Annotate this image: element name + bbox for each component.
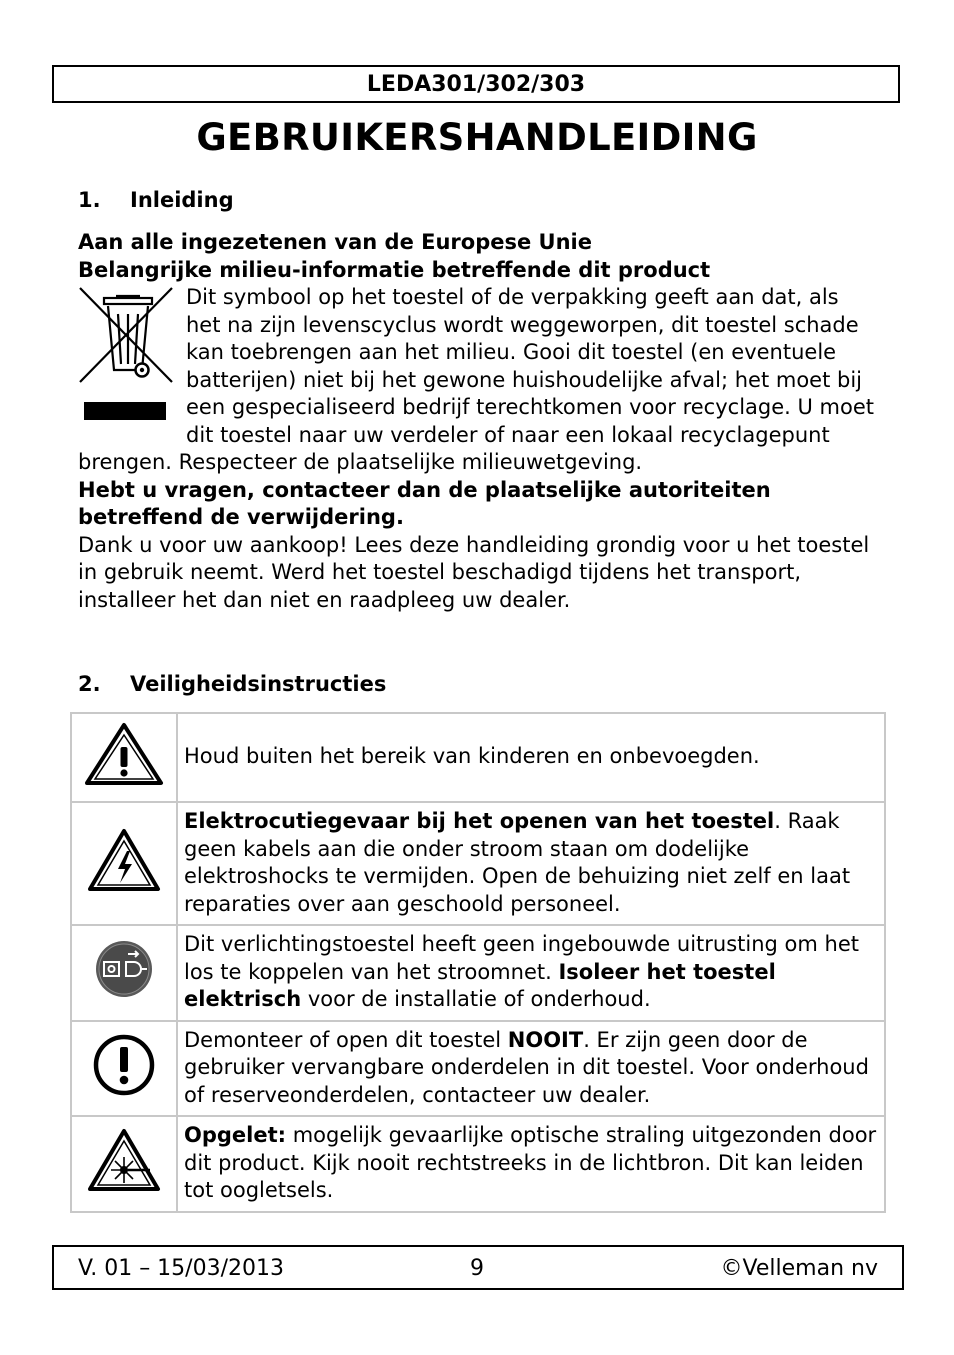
section-1-title: Inleiding — [130, 188, 234, 212]
safety-text-after: voor de installatie of onderhoud. — [301, 987, 651, 1011]
safety-table — [70, 712, 886, 1213]
safety-text-cell — [177, 1116, 885, 1212]
section-2-title: Veiligheidsinstructies — [130, 672, 387, 696]
disconnect-power-icon — [94, 939, 154, 999]
safety-icon-cell — [71, 713, 177, 802]
section-1-content — [78, 229, 878, 614]
section-2-heading — [78, 672, 386, 696]
optical-radiation-icon — [86, 1127, 162, 1193]
disposal-paragraph — [78, 284, 878, 477]
safety-text: . Raak geen kabels aan die onder stroom staan om dodelijke elektroshocks te vermijden. Open de behuizing niet zelf en laat reparaties over aan geschoold personeel. — [184, 809, 851, 916]
safety-icon-cell — [71, 802, 177, 925]
safety-row — [71, 925, 885, 1021]
safety-text-cell — [177, 802, 885, 925]
safety-text: Houd buiten het bereik van kinderen en onbevoegden. — [184, 744, 760, 769]
electric-shock-icon — [86, 827, 162, 893]
safety-text-cell — [177, 1021, 885, 1117]
exclamation-circle-icon — [92, 1033, 156, 1097]
safety-row — [71, 1116, 885, 1212]
safety-bold-text: Opgelet: — [184, 1123, 287, 1147]
safety-icon-cell — [71, 1116, 177, 1212]
footer — [52, 1245, 904, 1290]
disposal-text: Dit symbool op het toestel of de verpakking geeft aan dat, als het na zijn levenscyclus wordt weggeworpen, dit toestel schade kan toebrengen aan het milieu. Gooi dit toestel (en eventuele batterijen) niet bij het gewone huishoudelijke afval; het moet bij een gespecialiseerd bedrijf terechtkomen voor recyclage. U moet dit toestel naar uw verdeler of naar een lokaal recyclagepunt brengen. Respecteer de plaatselijke milieuwetgeving. — [78, 285, 874, 474]
safety-text: Dit verlichtingstoestel heeft geen ingebouwde uitrusting om het los te koppelen van het stroomnet. — [184, 932, 859, 984]
eu-residents-heading: Aan alle ingezetenen van de Europese Unie — [78, 230, 592, 254]
footer-version: V. 01 – 15/03/2013 — [78, 1256, 284, 1281]
safety-text-cell — [177, 925, 885, 1021]
questions-text: Hebt u vragen, contacteer dan de plaatselijke autoriteiten betreffend de verwijdering. — [78, 477, 771, 529]
safety-text-after: . Er zijn geen door de gebruiker vervangbare onderdelen in dit toestel. Voor onderhoud of reserveonderdelen, contacteer uw dealer. — [184, 1027, 869, 1107]
page-title: GEBRUIKERSHANDLEIDING — [196, 116, 758, 159]
footer-copyright: ©Velleman nv — [720, 1256, 878, 1281]
warning-triangle-icon — [83, 721, 165, 787]
crossed-out-bin-icon — [78, 284, 178, 422]
section-1-number: 1. — [78, 188, 101, 212]
thanks-text: Dank u voor uw aankoop! Lees deze handleiding grondig voor u het toestel in gebruik neemt. Werd het toestel beschadigd tijdens het transport, installeer het dan niet en raadpleeg uw dealer. — [78, 532, 870, 612]
safety-row — [71, 713, 885, 802]
section-2-number: 2. — [78, 672, 101, 696]
model-number: LEDA301/302/303 — [366, 72, 586, 97]
safety-row — [71, 1021, 885, 1117]
safety-text-cell — [177, 713, 885, 802]
safety-text: mogelijk gevaarlijke optische straling uitgezonden door dit product. Kijk nooit rechtstreeks in de lichtbron. Dit kan leiden tot oogletsels. — [184, 1123, 877, 1202]
page-number: 9 — [470, 1256, 484, 1281]
safety-text: Demonteer of open dit toestel — [184, 1027, 508, 1052]
safety-bold-text: Elektrocutiegevaar bij het openen van het toestel — [184, 809, 775, 833]
safety-bold-text: Isoleer het toestel elektrisch — [184, 959, 776, 1011]
safety-bold-text: NOOIT — [507, 1027, 584, 1052]
section-1-heading — [78, 188, 234, 212]
header-box — [52, 65, 900, 103]
safety-icon-cell — [71, 925, 177, 1021]
safety-icon-cell — [71, 1021, 177, 1117]
environment-info-heading: Belangrijke milieu-informatie betreffende dit product — [78, 257, 711, 282]
safety-row — [71, 802, 885, 925]
